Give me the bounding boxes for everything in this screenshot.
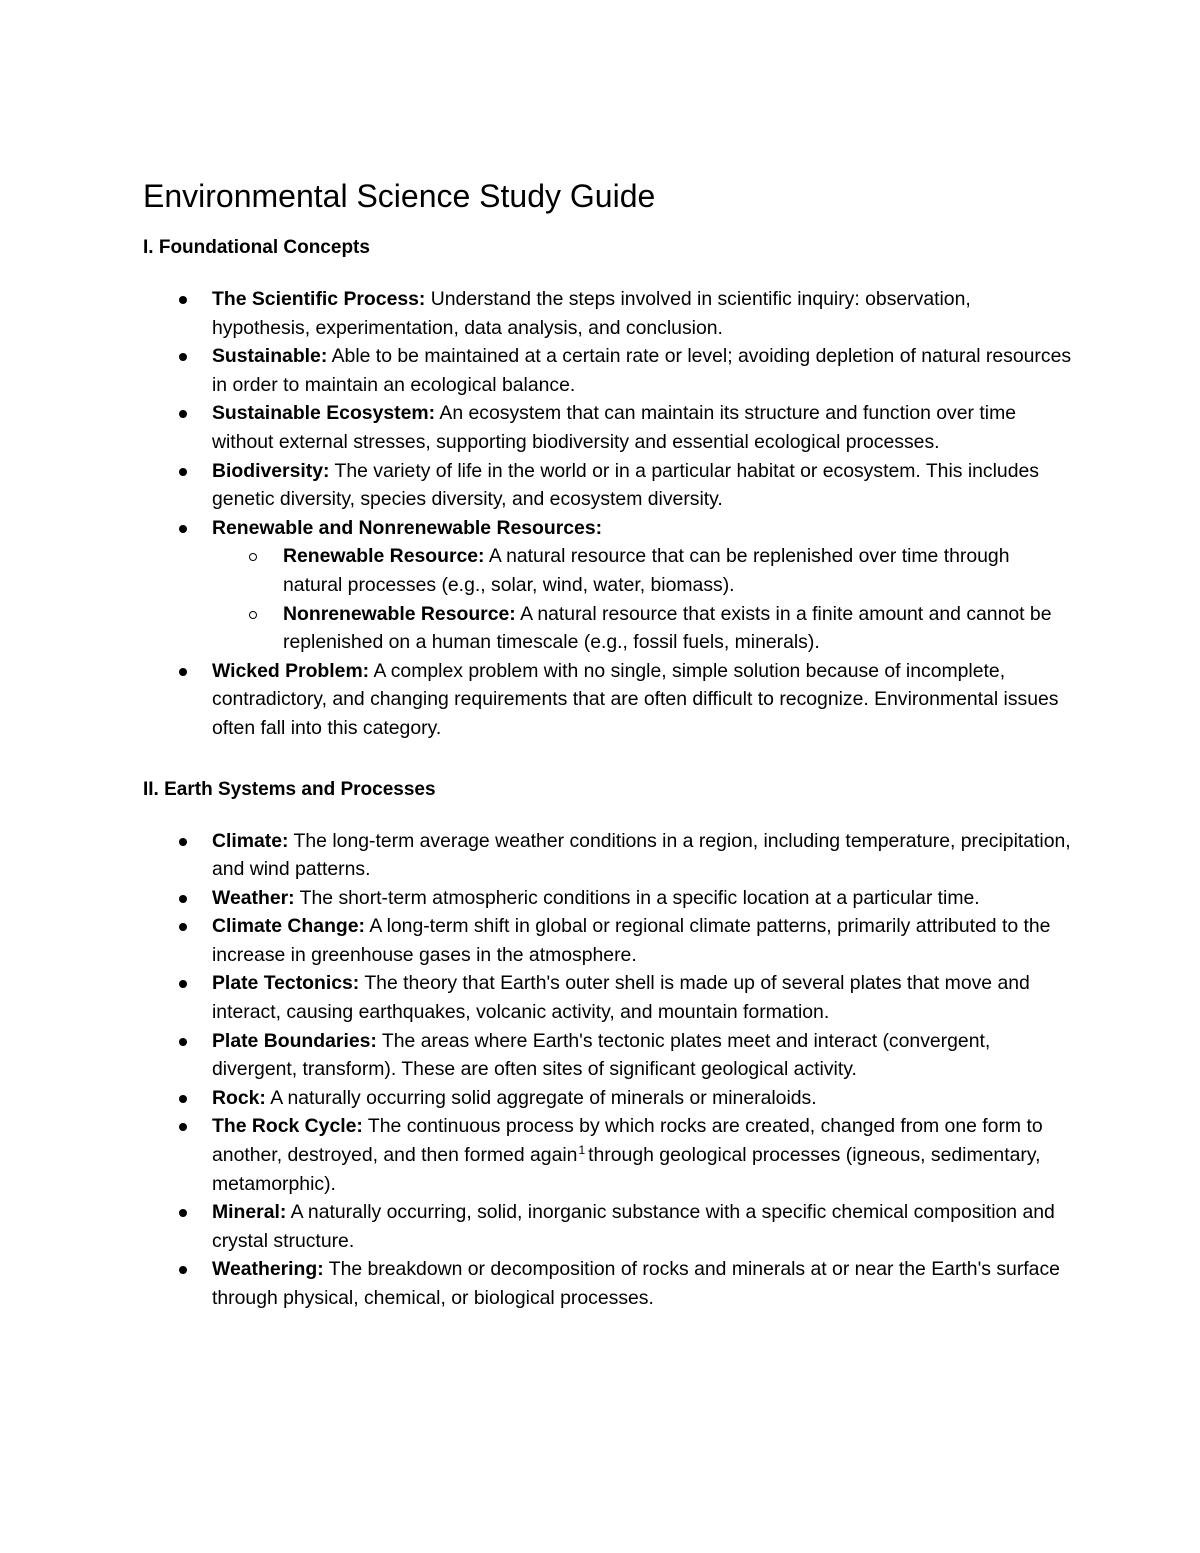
list-item	[143, 1084, 1073, 1113]
bullet-icon	[179, 525, 187, 533]
bullet-icon	[179, 410, 187, 418]
hollow-bullet-icon	[249, 611, 257, 619]
definition: A complex problem with no single, simple solution because of incomplete, contradictory, and changing requirements that are often difficult to recognize. Environmental issues often fall into this category.	[212, 659, 1059, 739]
term: Nonrenewable Resource:	[283, 602, 516, 625]
list-item	[143, 657, 1073, 743]
document-page	[143, 176, 1073, 1313]
definition: The theory that Earth's outer shell is made up of several plates that move and interact, causing earthquakes, volcanic activity, and mountain formation.	[212, 972, 1030, 1024]
list-item	[143, 1255, 1073, 1312]
list-item	[143, 399, 1073, 456]
term: Wicked Problem:	[212, 659, 370, 682]
definition: A long-term shift in global or regional climate patterns, primarily attributed to the increase in greenhouse gases in the atmosphere.	[212, 915, 1051, 966]
term: Weathering:	[212, 1258, 324, 1281]
term: Renewable Resource:	[283, 545, 485, 568]
foundational-concepts-list	[143, 285, 1073, 743]
bullet-icon	[179, 1123, 187, 1131]
term: Mineral:	[212, 1201, 287, 1224]
definition: A naturally occurring, solid, inorganic substance with a specific chemical composition and crystal structure.	[212, 1201, 1055, 1252]
term: Climate Change:	[212, 915, 365, 938]
section-heading-foundational-concepts: I. Foundational Concepts	[143, 237, 370, 258]
list-item	[143, 514, 1073, 657]
list-item	[143, 1112, 1073, 1198]
earth-systems-list	[143, 827, 1073, 1313]
term: Biodiversity:	[212, 459, 330, 482]
term: Plate Tectonics:	[212, 972, 360, 995]
definition: Understand the steps involved in scientific inquiry: observation, hypothesis, experimentation, data analysis, and conclusion.	[212, 288, 971, 339]
bullet-icon	[179, 1266, 187, 1274]
term: Renewable and Nonrenewable Resources:	[212, 516, 603, 539]
definition: The short-term atmospheric conditions in a specific location at a particular time.	[294, 886, 980, 909]
bullet-icon	[179, 923, 187, 931]
definition-continued: through geological processes (igneous, sedimentary, metamorphic).	[212, 1144, 1041, 1195]
term: The Scientific Process:	[212, 288, 426, 310]
list-item	[143, 827, 1073, 884]
document-title: Environmental Science Study Guide	[143, 178, 656, 214]
section-heading-earth-systems: II. Earth Systems and Processes	[143, 778, 436, 800]
resources-sub-list	[212, 542, 1073, 656]
bullet-icon	[179, 353, 187, 361]
term: Weather:	[212, 886, 295, 909]
term: Plate Boundaries:	[212, 1029, 377, 1052]
term: Rock:	[212, 1086, 266, 1109]
bullet-icon	[179, 668, 187, 676]
list-item	[143, 1027, 1073, 1084]
term: Sustainable Ecosystem:	[212, 402, 436, 425]
sub-list-item	[143, 600, 1073, 657]
definition: The long-term average weather conditions in a region, including temperature, precipitation, and wind patterns.	[212, 829, 1071, 881]
definition: Able to be maintained at a certain rate or level; avoiding depletion of natural resources in order to maintain an ecological balance.	[212, 345, 1072, 396]
bullet-icon	[179, 296, 187, 304]
definition: A naturally occurring solid aggregate of minerals or mineraloids.	[265, 1086, 817, 1109]
definition: The continuous process by which rocks are created, changed from one form to another, destroyed, and then formed again	[212, 1115, 1043, 1167]
definition: The areas where Earth's tectonic plates meet and interact (convergent, divergent, transform). These are often sites of significant geological activity.	[212, 1029, 991, 1081]
term: Climate:	[212, 829, 289, 852]
bullet-icon	[179, 980, 187, 988]
definition: An ecosystem that can maintain its structure and function over time without external stresses, supporting biodiversity and essential ecological processes.	[212, 402, 1017, 453]
bullet-icon	[179, 838, 187, 846]
list-item	[143, 285, 1073, 342]
list-item	[143, 1198, 1073, 1255]
hollow-bullet-icon	[249, 553, 257, 561]
list-item	[143, 342, 1073, 399]
bullet-icon	[179, 1038, 187, 1046]
list-item	[143, 884, 1073, 913]
term: Sustainable:	[212, 345, 328, 368]
list-item	[143, 912, 1073, 969]
bullet-icon	[179, 468, 187, 476]
sub-list-item	[143, 542, 1073, 599]
list-item	[143, 969, 1073, 1026]
term: The Rock Cycle:	[212, 1115, 363, 1138]
definition: A natural resource that can be replenished over time through natural processes (e.g., solar, wind, water, biomass).	[283, 545, 1010, 596]
definition: A natural resource that exists in a finite amount and cannot be replenished on a human timescale (e.g., fossil fuels, minerals).	[283, 602, 1052, 654]
bullet-icon	[179, 1095, 187, 1103]
bullet-icon	[179, 895, 187, 903]
list-item	[143, 457, 1073, 514]
footnote-marker[interactable]: 1	[578, 1142, 586, 1157]
definition: The variety of life in the world or in a particular habitat or ecosystem. This includes genetic diversity, species diversity, and ecosystem diversity.	[212, 459, 1039, 511]
bullet-icon	[179, 1209, 187, 1217]
section-gap	[143, 743, 1073, 779]
definition: The breakdown or decomposition of rocks and minerals at or near the Earth's surface through physical, chemical, or biological processes.	[212, 1258, 1060, 1309]
